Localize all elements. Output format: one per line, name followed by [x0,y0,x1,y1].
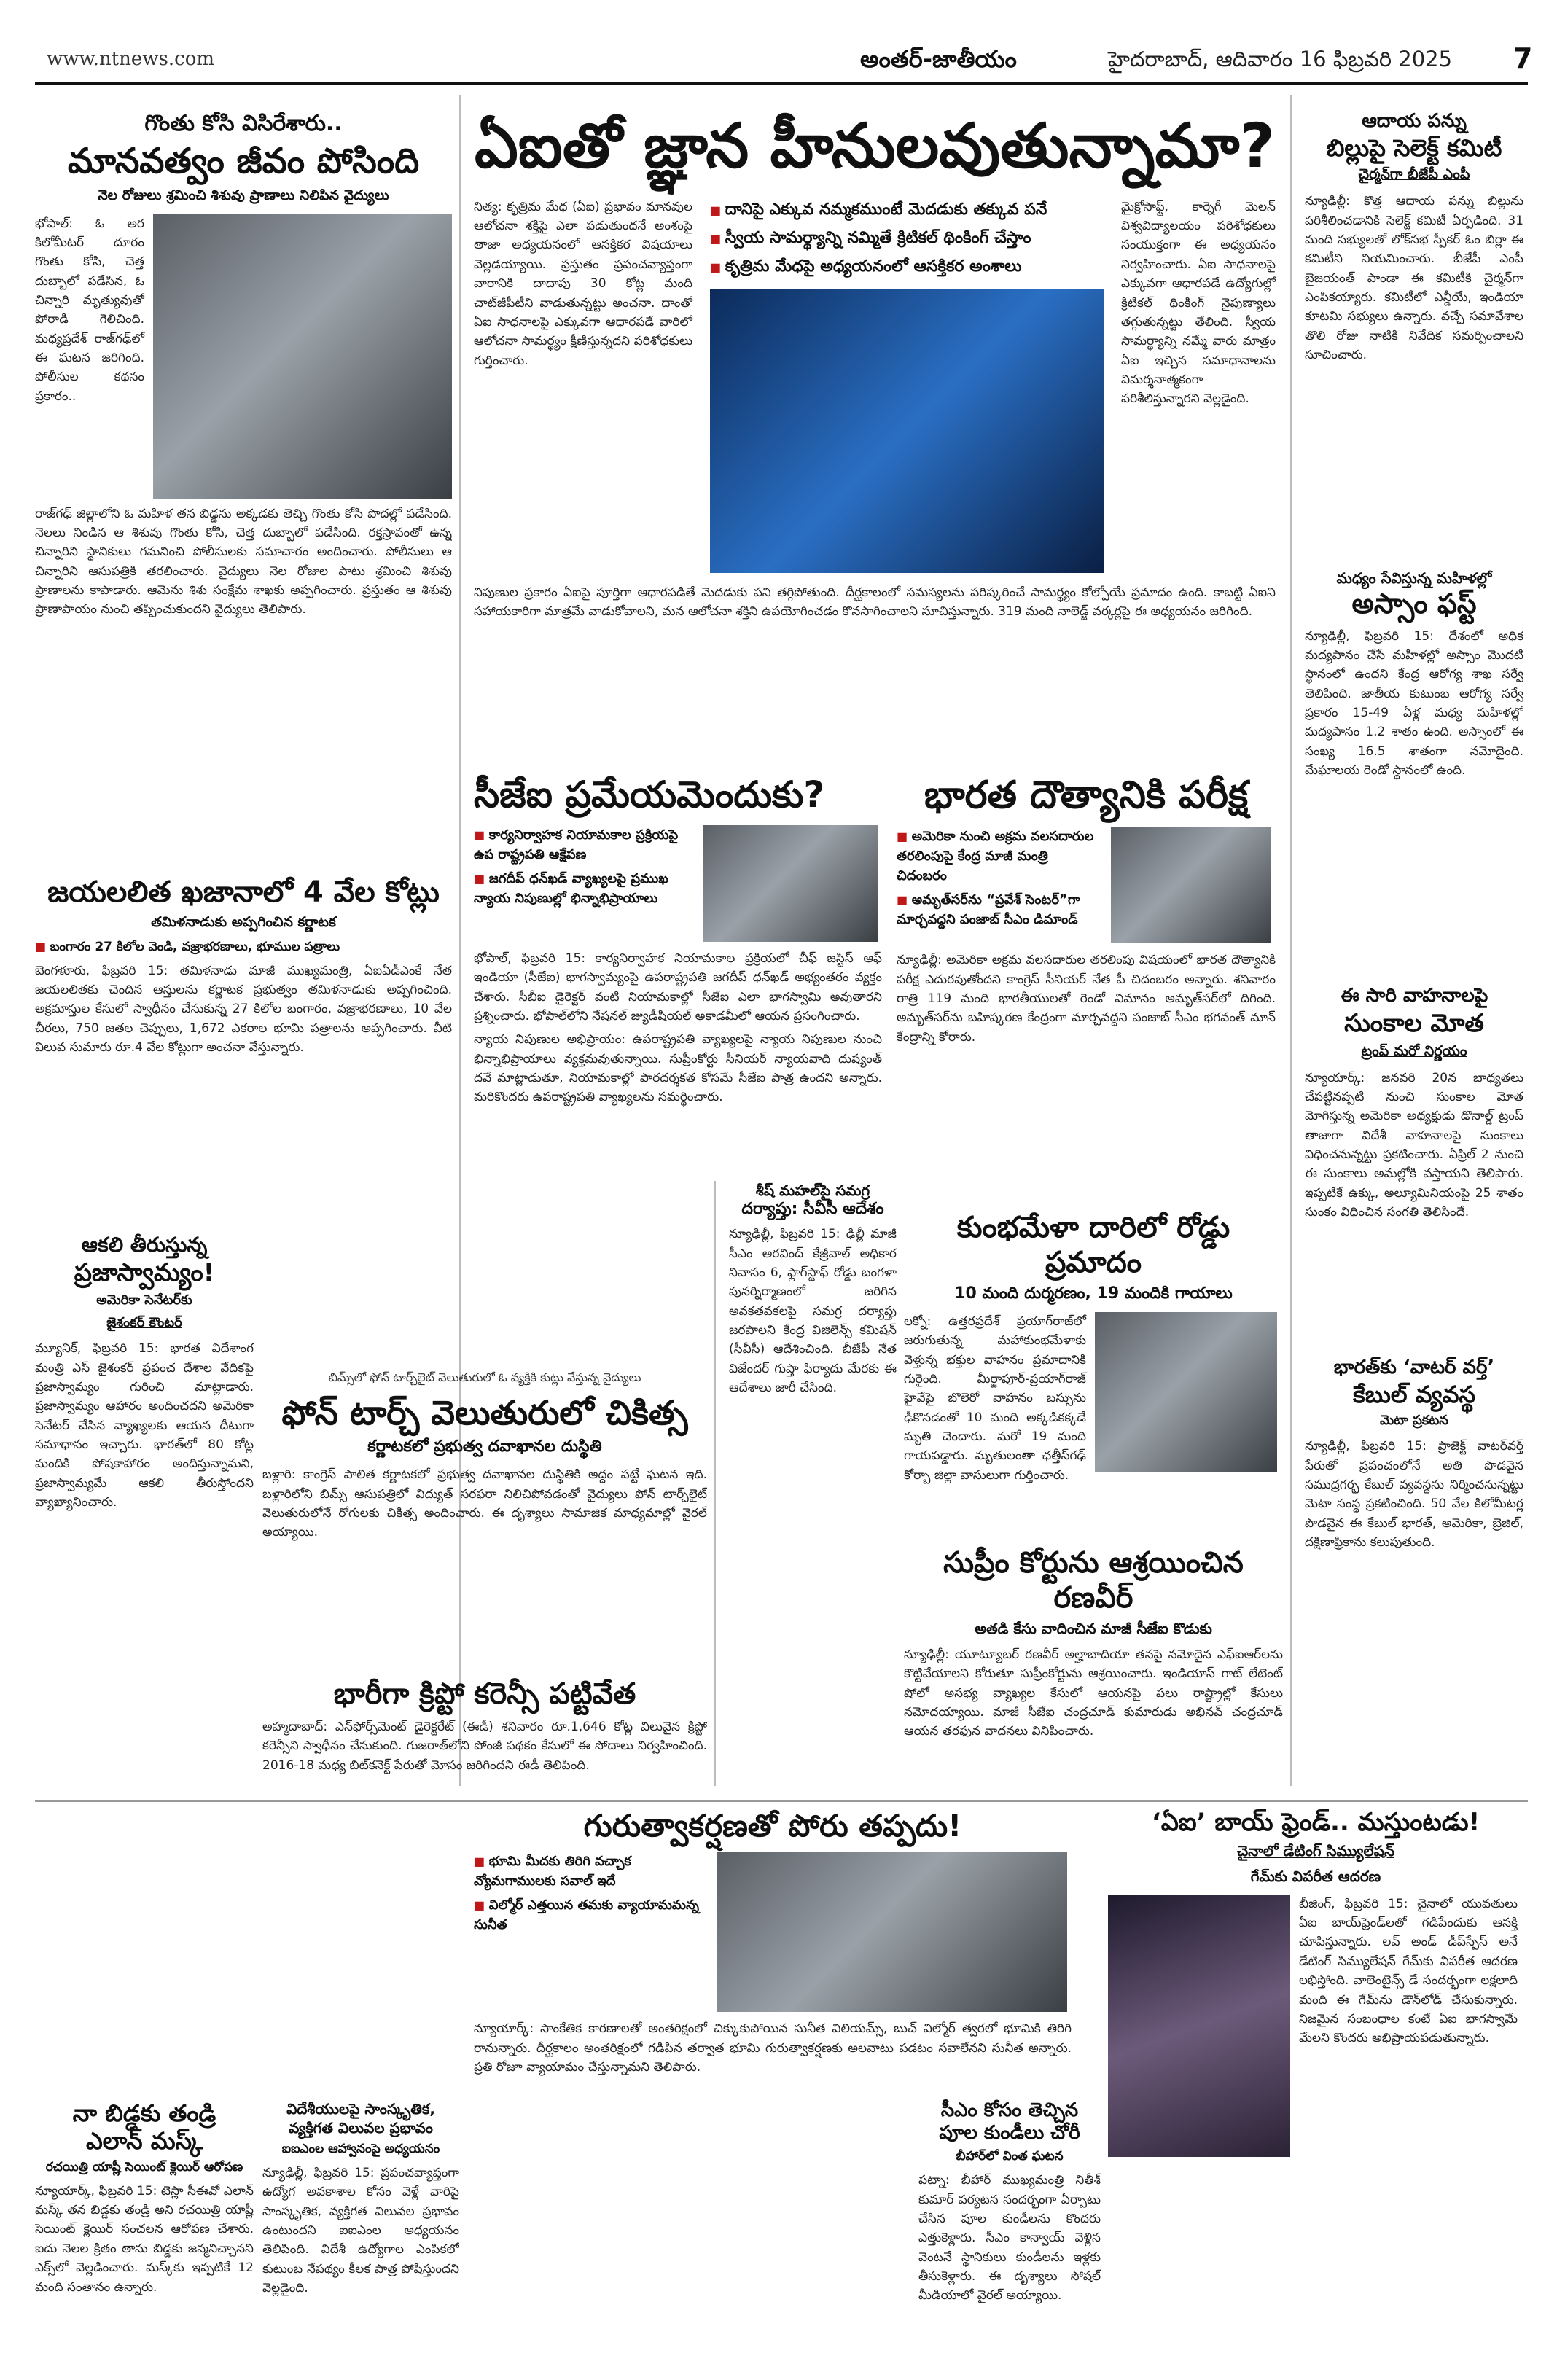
headline: భారత దౌత్యానికి పరీక్ష [924,773,1249,817]
headline: సీఎం కోసం తెచ్చిన [940,2099,1079,2121]
article-ideology [262,2099,459,2369]
subheadline: 10 మంది దుర్మరణం, 19 మందికి గాయాలు [954,1284,1233,1303]
issue-date: హైదరాబాద్‌, ఆదివారం 16 ఫిబ్రవరి 2025 [1108,47,1453,71]
headline: ప్రజాస్వామ్యం! [74,1258,215,1288]
headline: ‘ఏఐ’ బాయ్‌ ఫ్రెండ్‌.. మస్తుంటడు! [1151,1808,1480,1837]
headline: ఏఐతో జ్ఞాన హీనులవుతున్నామా? [474,110,1276,182]
article-body: న్యూఢిల్లీ: కొత్త ఆదాయ పన్ను బిల్లును పరిశీలించడానికి సెలెక్ట్‌ కమిటీ ఏర్పడింది. 31 మంది సభ్యులతో లోక్‌సభ స్పీకర్‌ ఓం బిర్లా ఈ కమిటీని నియమించారు. బీజేపీ ఎంపీ బైజయంత్‌ పాండా ఈ కమిటీకి చైర్మన్‌గా ఎంపికయ్యారు. కమిటీలో ఎన్డీయే, ఇండియా కూటమి సభ్యులు ఉన్నారు. వచ్చే సమావేశాల తొలి రోజు నాటికి నివేదిక సమర్పించాలని సూచించారు. [1305,194,1523,362]
headline: భారీగా క్రిప్టో కరెన్సీ పట్టివేత [333,1677,636,1711]
bullet-list [897,827,1101,943]
article-body: న్యూఢిల్లీ: అమెరికా అక్రమ వలసదారుల తరలింపు విషయంలో భారత దౌత్యానికి పరీక్ష ఎదురవుతోందని కాంగ్రెస్‌ సీనియర్‌ నేత పీ చిదంబరం అన్నారు. శనివారం రాత్రి 119 మంది భారతీయులతో రెండో విమానం అమృత్‌సర్‌లో దిగింది. అమృత్‌సర్‌ను బహిష్కరణ కేంద్రంగా మార్చవద్దని పంజాబ్‌ సీఎం భగవంత్‌ మాన్‌ కేంద్రాన్ని కోరారు. [897,953,1276,1045]
article-body: మ్యూనిక్‌, ఫిబ్రవరి 15: భారత విదేశాంగ మంత్రి ఎస్‌ జైశంకర్‌ ప్రపంచ దేశాల వేదికపై ప్రజాస్వామ్యం గురించి మాట్లాడారు. ప్రజాస్వామ్యం ఆహారం అందించదని అమెరికా సెనేటర్‌ చేసిన వ్యాఖ్యలకు ఆయన దీటుగా సమాధానం ఇచ్చారు. భారత్‌లో 80 కోట్ల మందికి పోషకాహారం అందిస్తున్నామని, ప్రజాస్వామ్యమే ఆకలి తీరుస్తోందని వ్యాఖ్యానించారు. [35,1341,254,1510]
article-body: న్యూఢిల్లీ, ఫిబ్రవరి 15: ప్రాజెక్ట్‌ వాటర్‌వర్త్‌ పేరుతో ప్రపంచంలోనే అతి పొడవైన సముద్రగర్భ కేబుల్‌ వ్యవస్థను నిర్మించనున్నట్టు మెటా సంస్థ ప్రకటించింది. 50 వేల కిలోమీటర్ల పొడవైన ఈ కేబుల్‌ భారత్‌, అమెరికా, బ్రెజిల్‌, దక్షిణాఫ్రికాను కలుపుతుంది. [1305,1439,1523,1550]
photo-accident [1095,1312,1277,1472]
article-body: న్యాయ నిపుణుల అభిప్రాయం: ఉపరాష్ట్రపతి వ్యాఖ్యలపై న్యాయ నిపుణుల నుంచి భిన్నాభిప్రాయాలు వ్యక్తమవుతున్నాయి. సుప్రీంకోర్టు సీనియర్‌ న్యాయవాది దుష్యంత్‌ దవే మాట్లాడుతూ, నియామకాల్లో పారదర్శకత కోసమే సీజేఐ పాత్ర ఉందని అన్నారు. మరికొందరు ఉపరాష్ట్రపతి వ్యాఖ్యలను సమర్థించారు. [474,1032,882,1105]
masthead-rule [35,82,1528,85]
headline: దర్యాప్తు: సీవీసీ ఆదేశం [741,1200,884,1218]
article-baby [35,109,452,846]
subheadline: అతడి కేసు వాదించిన మాజీ సీజేఐ కొడుకు [975,1620,1212,1637]
bullet-item: ■ జగదీప్‌ ధన్‌ఖడ్‌ వ్యాఖ్యలపై ప్రముఖ న్యాయ నిపుణుల్లో భిన్నాభిప్రాయాలు [474,869,692,908]
kicker: ఆదాయ పన్ను [1362,110,1467,132]
headline: సుంకాల మోత [1344,1008,1484,1038]
subheadline: నెల రోజులు శ్రమించి శిశువు ప్రాణాలు నిలిపిన వైద్యులు [98,187,389,203]
article-body: పట్నా: బీహార్‌ ముఖ్యమంత్రి నితీశ్‌ కుమార్‌ పర్యటన సందర్భంగా ఏర్పాటు చేసిన పూల కుండీలను కొందరు ఎత్తుకెళ్లారు. సీఎం కాన్వాయ్‌ వెళ్లిన వెంటనే స్థానికులు కుండీలను ఇళ్లకు తీసుకెళ్లారు. ఈ దృశ్యాలు సోషల్‌ మీడియాలో వైరల్‌ అయ్యాయి. [918,2173,1101,2303]
bullet-list [710,198,1104,278]
bullet-item: ■ స్వీయ సామర్థ్యాన్ని నమ్మితే క్రిటికల్‌ థింకింగ్‌ చేస్తాం [710,226,1104,250]
bullet-list [35,938,452,957]
article-ai-boyfriend [1108,1808,1523,2369]
kicker: గొంతు కోసి విసిరేశారు.. [144,111,343,136]
subheadline: ఐఐఎంల ఆహ్వానంపై అధ్యయనం [281,2142,440,2156]
headline: ఫోన్‌ టార్చ్‌ వెలుతురులో చికిత్స [281,1393,688,1432]
bullet-item: ■ కృత్రిమ మేధపై అధ్యయనంలో ఆసక్తికర అంశాలు [710,254,1104,278]
headline: గురుత్వాకర్షణతో పోరు తప్పదు! [583,1808,962,1843]
headline: మానవత్వం జీవం పోసింది [67,141,420,182]
subheadline: బీహార్‌లో వింత ఘటన [956,2149,1064,2164]
subheadline: చైర్మన్‌గా బీజేపీ ఎంపీ [1358,166,1470,183]
article-body: న్యూఢిల్లీ, ఫిబ్రవరి 15: ప్రపంచవ్యాప్తంగా ఉద్యోగ అవకాశాల కోసం వెళ్లే వారిపై సాంస్కృతిక, వ్యక్తిగత విలువల ప్రభావం ఉంటుందని ఐఐఎంల అధ్యయనం తెలిపింది. విదేశీ ఉద్యోగాల ఎంపికలో కుటుంబ నేపథ్యం కీలక పాత్ర పోషిస్తుందని వెల్లడైంది. [262,2166,459,2296]
photo-astronauts [717,1852,1067,2012]
kicker: ఈ సారి వాహనాలపై [1340,985,1488,1007]
article-body: రాజ్‌గఢ్‌ జిల్లాలోని ఓ మహిళ తన బిడ్డను అక్కడకు తెచ్చి గొంతు కోసి పొదల్లో పడేసింది. నెలలు నిండిన ఆ శిశువు గొంతు కోసి, చెత్త దుబ్బాలో పడేసింది. రక్తస్రావంతో ఉన్న చిన్నారిని స్థానికులు గమనించి పోలీసులకు సమాచారం అందించారు. పోలీసులు ఆ చిన్నారిని ఆసుపత్రికి తరలించారు. వైద్యులు నెల రోజుల పాటు శ్రమించి శిశువు ప్రాణాలను కాపాడారు. ఆమెను శిశు సంక్షేమ శాఖకు అప్పగించారు. ప్రస్తుతం ఆ శిశువు ప్రాణాపాయం నుంచి తప్పించుకుందని వైద్యులు తెలిపారు. [35,506,452,617]
article-assam [1305,569,1523,977]
section-divider [35,1800,1528,1802]
bullet-item: ■ విల్మోర్‌ ఎత్తయిన తమకు వ్యాయామమన్న సునీత [474,1895,707,1935]
bullet-list [474,1852,707,2012]
bullet-list [474,825,692,942]
kicker: భారత్‌కు ‘వాటర్‌ వర్త్‌’ [1333,1357,1495,1378]
headline: కేబుల్‌ వ్యవస్థ [1353,1380,1475,1408]
column-divider [1290,831,1292,1786]
article-vehicle-tariffs [1305,984,1523,1349]
article-body: లక్నో: ఉత్తరప్రదేశ్‌ ప్రయాగ్‌రాజ్‌లో జరుగుతున్న మహాకుంభమేళాకు వెళ్తున్న భక్తుల వాహనం ప్రమాదానికి గురైంది. మీర్జాపూర్‌-ప్రయాగ్‌రాజ్‌ హైవేపై బొలెరో వాహనం బస్సును ఢీకొనడంతో 10 మంది అక్కడికక్కడే మృతి చెందారు. మరో 19 మంది గాయపడ్డారు. మృతులంతా ఛత్తీస్‌గఢ్‌ కోర్బా జిల్లా వాసులుగా గుర్తించారు. [904,1314,1086,1483]
photo-vice-president [703,825,878,942]
article-ai [474,109,1276,751]
bullet-item: ■ భూమి మీదకు తిరిగి వచ్చాక వ్యోమగాములకు సవాల్‌ ఇదే [474,1852,707,1891]
article-body: న్యూయార్క్‌: సాంకేతిక కారణాలతో అంతరిక్షంలో చిక్కుకుపోయిన సునీత విలియమ్స్‌, బుచ్‌ విల్మోర్‌ త్వరలో భూమికి తిరిగి రానున్నారు. దీర్ఘకాలం అంతరిక్షంలో గడిపిన తర్వాత భూమి గురుత్వాకర్షణకు అలవాటు పడటం సవాలేనని సునీత అన్నారు. ప్రతి రోజూ వ్యాయామం చేస్తున్నామని తెలిపారు. [474,2021,1072,2075]
article-cable [1305,1356,1523,1749]
article-jayalalitha [35,875,452,1225]
site-url[interactable]: www.ntnews.com [47,48,215,70]
bullet-item: ■ బంగారం 27 కిలోల వెండి, వజ్రాభరణాలు, భూముల పత్రాలు [35,938,452,957]
article-musk [35,2099,254,2369]
subheadline: జైశంకర్‌ కౌంటర్‌ [106,1315,182,1331]
column-divider [459,95,461,831]
section-title: అంతర్‌-జాతీయం [860,45,1017,73]
subheadline: చైనాలో డేటింగ్‌ సిమ్యులేషన్‌ [1236,1841,1395,1860]
headline: బిల్లుపై సెలెక్ట్‌ కమిటీ [1326,133,1502,162]
article-body: న్యూఢిల్లీ, ఫిబ్రవరి 15: దేశంలో అధిక మద్యపానం చేసే మహిళల్లో అస్సాం మొదటి స్థానంలో ఉందని కేంద్ర ఆరోగ్య శాఖ సర్వే తెలిపింది. జాతీయ కుటుంబ ఆరోగ్య సర్వే ప్రకారం 15-49 ఏళ్ల మధ్య మహిళల్లో మద్యపానం 1.2 శాతం ఉంది. అస్సాంలో ఈ సంఖ్య 16.5 శాతంగా నమోదైంది. మేఘాలయ రెండో స్థానంలో ఉంది. [1305,628,1523,778]
headline: నా బిడ్డకు తండ్రి [72,2099,216,2127]
article-flower-pots [918,2099,1101,2369]
masthead [0,0,1557,74]
headline: ఎలాన్‌ మస్క్‌ [85,2127,203,2155]
photo-ai-boyfriend [1108,1895,1290,2157]
subheadline: గేమ్‌కు విపరీత ఆదరణ [1250,1867,1381,1885]
article-body: అహ్మదాబాద్‌: ఎన్‌ఫోర్స్‌మెంట్‌ డైరెక్టరేట్‌ (ఈడీ) శనివారం రూ.1,646 కోట్ల విలువైన క్రిప్టో కరెన్సీని స్వాధీనం చేసుకుంది. గుజరాత్‌లోని పోంజీ పథకం కేసులో ఈ సోదాలు నిర్వహించింది. 2016-18 మధ్య బిట్‌కనెక్ట్‌ పేరుతో మోసం జరిగిందని ఈడీ తెలిపింది. [262,1720,707,1773]
article-body: భోపాల్‌: ఓ అర కిలోమీటర్‌ దూరం గొంతు కోసి, చెత్త దుబ్బాలో పడేసిన, ఓ చిన్నారి మృత్యువుతో పోరాడి గెలిచింది. మధ్యప్రదేశ్‌ రాజ్‌గఢ్‌లో ఈ ఘటన జరిగింది. పోలీసుల కథనం ప్రకారం.. [35,216,144,404]
subheadline: కర్ణాటకలో ప్రభుత్వ దవాఖానల దుస్థితి [367,1437,602,1456]
article-body: మైక్రోసాఫ్ట్‌, కార్నెగీ మెలన్‌ విశ్వవిద్యాలయం పరిశోధకులు సంయుక్తంగా ఈ అధ్యయనం నిర్వహించారు. ఏఐ సాధనాలపై ఎక్కువగా ఆధారపడే ఉద్యోగుల్లో క్రిటికల్‌ థింకింగ్‌ నైపుణ్యాలు తగ్గుతున్నట్టు తేలింది. స్వీయ సామర్థ్యాన్ని నమ్మే వారు మాత్రం ఏఐ ఇచ్చిన సమాధానాలను విమర్శనాత్మకంగా పరిశీలిస్తున్నారని వెల్లడైంది. [1121,199,1276,407]
subheadline: తమిళనాడుకు అప్పగించిన కర్ణాటక [151,914,336,930]
photo-caption: బిమ్స్‌లో ఫోన్‌ టార్చ్‌లైట్‌ వెలుతురులో ఓ వ్యక్తికి కుట్లు వేస్తున్న వైద్యులు [328,1370,641,1384]
subheadline: రచయిత్రి యాష్లీ సెయింట్‌ క్లెయిర్‌ ఆరోపణ [45,2159,243,2174]
kicker: విదేశీయులపై సాంస్కృతిక, [286,2100,435,2118]
article-audit [1305,109,1523,561]
article-body: న్యూయార్క్‌, ఫిబ్రవరి 15: టెస్లా సీఈవో ఎలాన్‌ మస్క్‌ తన బిడ్డకు తండ్రి అని రచయిత్రి యాష్లీ సెయింట్‌ క్లెయిర్‌ సంచలన ఆరోపణ చేశారు. ఐదు నెలల క్రితం తాను బిడ్డకు జన్మనిచ్చానని ఎక్స్‌లో వెల్లడించారు. మస్క్‌కు ఇప్పటికే 12 మంది సంతానం ఉన్నారు. [35,2183,254,2295]
article-body: న్యూఢిల్లీ: యూట్యూబర్‌ రణవీర్‌ అల్హాబాదియా తనపై నమోదైన ఎఫ్‌ఐఆర్‌లను కొట్టివేయాలని కోరుతూ సుప్రీంకోర్టును ఆశ్రయించారు. ఇండియాస్‌ గాట్‌ లేటెంట్‌ షోలో అసభ్య వ్యాఖ్యల కేసులో ఆయనపై పలు రాష్ట్రాల్లో కేసులు నమోదయ్యాయి. మాజీ సీజేఐ చంద్రచూడ్‌ కుమారుడు అభినవ్‌ చంద్రచూడ్‌ ఆయన తరఫున వాదనలు వినిపించారు. [904,1647,1283,1739]
subheadline: మెటా ప్రకటన [1380,1413,1448,1429]
article-ranveer [904,1545,1283,1793]
subheadline: ట్రంప్‌ మరో నిర్ణయం [1361,1042,1467,1059]
article-body: బెంగళూరు, ఫిబ్రవరి 15: తమిళనాడు మాజీ ముఖ్యమంత్రి, ఏఐఏడీఎంకే నేత జయలలితకు చెందిన ఆస్తులను కర్ణాటక ప్రభుత్వం తమిళనాడుకు అప్పగించింది. అక్రమాస్తుల కేసులో స్వాధీనం చేసుకున్న 27 కిలోల బంగారం, వజ్రాభరణాలు, 10 వేల చీరలు, 750 జతల చెప్పులు, 1,672 ఎకరాల భూమి పత్రాలను అప్పగించారు. వీటి విలువ సుమారు రూ.4 వేల కోట్లుగా అంచనా వేస్తున్నారు. [35,963,452,1055]
article-body: నిపుణుల ప్రకారం ఏఐపై పూర్తిగా ఆధారపడితే మెదడుకు పని తగ్గిపోతుంది. దీర్ఘకాలంలో సమస్యలను పరిష్కరించే సామర్థ్యం కోల్పోయే ప్రమాదం ఉంది. కాబట్టి ఏఐని సహాయకారిగా మాత్రమే వాడుకోవాలని, మన ఆలోచనా శక్తిని ఉపయోగించడం కొనసాగించాలని సూచిస్తున్నారు. 319 మంది నాలెడ్జ్‌ వర్కర్లపై ఈ అధ్యయనం జరిగింది. [474,585,1276,620]
photo-ai-brain [710,289,1104,573]
article-body: భోపాల్‌, ఫిబ్రవరి 15: కార్యనిర్వాహక నియామకాల ప్రక్రియలో చీఫ్‌ జస్టిస్‌ ఆఫ్‌ ఇండియా (సీజేఐ) భాగస్వామ్యంపై ఉపరాష్ట్రపతి జగదీప్‌ ధన్‌ఖడ్‌ అభ్యంతరం వ్యక్తం చేశారు. సీబీఐ డైరెక్టర్‌ వంటి నియామకాల్లో సీజేఐ ఎలా భాగస్వామి అవుతారని ప్రశ్నించారు. భోపాల్‌లోని నేషనల్‌ జ్యుడీషియల్‌ అకాడమీలో ఆయన ప్రసంగించారు. [474,951,882,1024]
article-body: బళ్లారి: కాంగ్రెస్‌ పాలిత కర్ణాటకలో ప్రభుత్వ దవాఖానల దుస్థితికి అద్దం పట్టే ఘటన ఇది. బళ్లారిలోని బిమ్స్‌ ఆసుపత్రిలో విద్యుత్‌ సరఫరా నిలిచిపోవడంతో వైద్యులు ఫోన్‌ టార్చ్‌లైట్‌ వెలుతురులోనే రోగులకు చికిత్స అందించారు. ఈ దృశ్యాలు సామాజిక మాధ్యమాల్లో వైరల్‌ అయ్యాయి. [262,1467,707,1540]
headline: సుప్రీం కోర్టును ఆశ్రయించిన రణవీర్‌ [943,1546,1244,1615]
headline: సీజేఐ ప్రమేయమెందుకు? [474,773,825,816]
article-body: నిత్య: కృత్రిమ మేధ (ఏఐ) ప్రభావం మానవుల ఆలోచనా శక్తిపై ఎలా పడుతుందనే అంశంపై తాజా అధ్యయనంలో ఆసక్తికర విషయాలు వెల్లడయ్యాయి. ప్రస్తుతం ప్రపంచవ్యాప్తంగా వారానికి దాదాపు 30 కోట్ల మంది చాట్‌జీపీటీని వాడుతున్నట్టు అంచనా. దాంతో ఏఐ సాధనాలపై ఎక్కువగా ఆధారపడే వారిలో ఆలోచనా సామర్థ్యం క్షీణిస్తున్నదని పరిశోధకులు గుర్తించారు. [474,199,692,368]
bullet-item: ■ అమృత్‌సర్‌ను “ప్రవేశ్‌ సెంటర్‌”గా మార్చవద్దని పంజాబ్‌ సీఎం డిమాండ్‌ [897,890,1101,929]
article-crypto [262,1677,707,1808]
column-divider [1290,95,1292,831]
article-body: న్యూఢిల్లీ, ఫిబ్రవరి 15: ఢిల్లీ మాజీ సీఎం అరవింద్‌ కేజ్రీవాల్‌ అధికార నివాసం 6, ఫ్లాగ్‌స్టాఫ్‌ రోడ్డు బంగళా పునర్నిర్మాణంలో జరిగిన అవకతవకలపై సమగ్ర దర్యాప్తు జరపాలని కేంద్ర విజిలెన్స్‌ కమిషన్‌ (సీవీసీ) ఆదేశించింది. బీజేపీ నేత విజేందర్‌ గుప్తా ఫిర్యాదు మేరకు ఈ ఆదేశాలు జారీ చేసింది. [729,1227,897,1396]
headline: జయలలిత ఖజానాలో 4 వేల కోట్లు [47,875,440,909]
bullet-item: ■ దానిపై ఎక్కువ నమ్మకముంటే మెదడుకు తక్కువ పనే [710,198,1104,222]
article-torch [262,1370,707,1662]
kicker: శీష్‌ మహల్‌పై సమగ్ర [755,1182,870,1199]
subheadline: అమెరికా సెనేటర్‌కు [96,1292,192,1308]
kicker: మధ్యం సేవిస్తున్న మహిళల్లో [1336,569,1492,587]
page-number: 7 [1513,42,1533,74]
article-body: బీజింగ్‌, ఫిబ్రవరి 15: చైనాలో యువతులు ఏఐ బాయ్‌ఫ్రెండ్‌లతో గడిపేందుకు ఆసక్తి చూపిస్తున్నారు. లవ్‌ అండ్‌ డీప్‌స్పేస్‌ అనే డేటింగ్‌ సిమ్యులేషన్‌ గేమ్‌కు విపరీత ఆదరణ లభిస్తోంది. వాలెంటైన్స్‌ డే సందర్భంగా లక్షలాది మంది ఈ గేమ్‌ను డౌన్‌లోడ్‌ చేసుకున్నారు. నిజమైన సంబంధాల కంటే ఏఐ భాగస్వామే మేలని కొందరు అభిప్రాయపడుతున్నారు. [1299,1896,1518,2046]
photo-baby [153,214,452,499]
headline: అస్సాం ఫస్ట్‌ [1351,588,1477,620]
article-kumbh [904,1210,1283,1516]
headline: కుంభమేళా దారిలో రోడ్డు ప్రమాదం [956,1211,1230,1279]
article-body: న్యూయార్క్‌: జనవరి 20న బాధ్యతలు చేపట్టినప్పటి నుంచి సుంకాల మోత మోగిస్తున్న అమెరికా అధ్యక్షుడు డొనాల్డ్‌ ట్రంప్‌ తాజాగా విదేశీ వాహనాలపై సుంకాలు విధించనున్నట్టు ప్రకటించారు. ఏప్రిల్‌ 2 నుంచి ఈ సుంకాలు అమల్లోకి వస్తాయని తెలిపారు. ఇప్పటికే ఉక్కు, అల్యూమినియంపై 25 శాతం సుంకం విధించిన సంగతి తెలిసిందే. [1305,1070,1523,1220]
kicker: ఆకలి తీరుస్తున్న [81,1233,208,1257]
headline: పూల కుండీలు చోరీ [939,2122,1080,2145]
article-democracy [35,1232,254,2063]
article-sheesh-mahal [729,1181,897,1720]
photo-chidambaram [1111,827,1271,943]
kicker: వ్యక్తిగత విలువల ప్రభావం [289,2119,433,2137]
bullet-item: ■ అమెరికా నుంచి అక్రమ వలసదారుల తరలింపుపై కేంద్ర మాజీ మంత్రి చిదంబరం [897,827,1101,886]
bullet-item: ■ కార్యనిర్వాహక నియామకాల ప్రక్రియపై ఉప రాష్ట్రపతి ఆక్షేపణ [474,825,692,865]
